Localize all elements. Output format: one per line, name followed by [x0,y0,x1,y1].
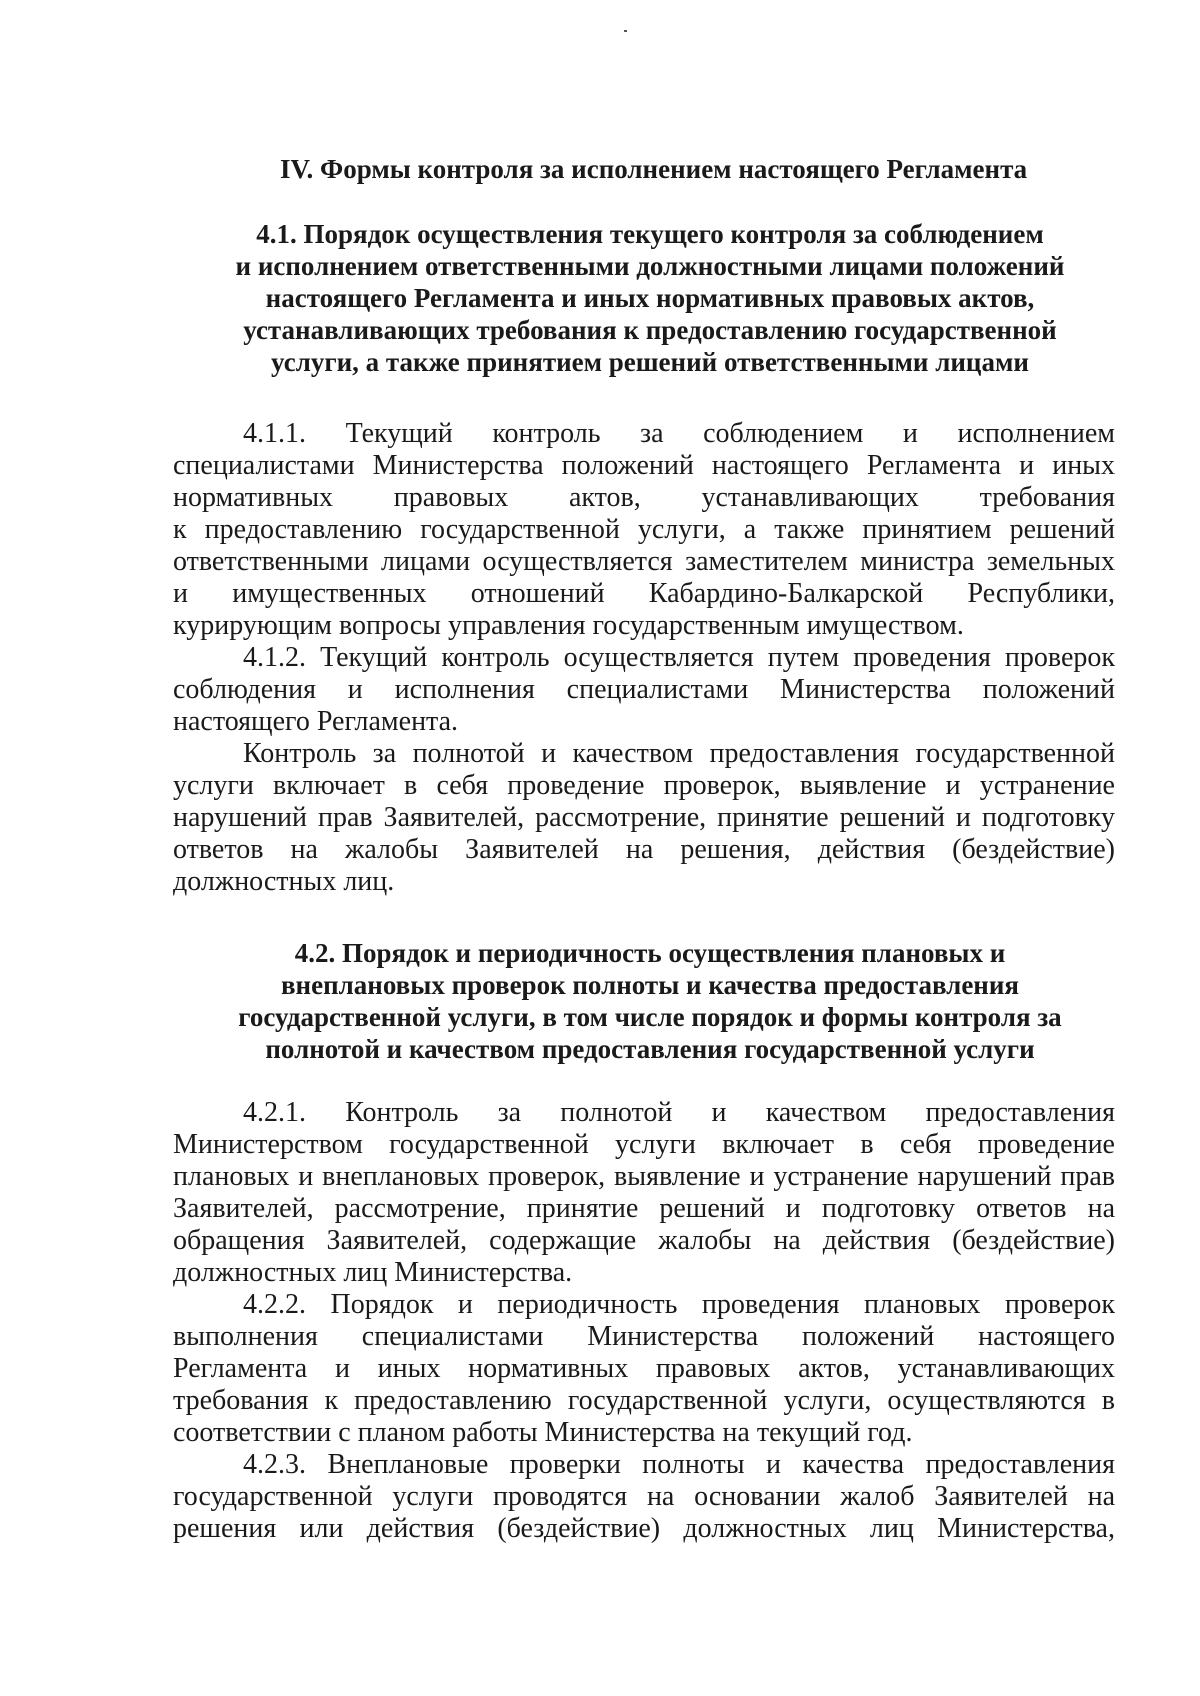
paragraph-4-1-2-line: настоящего Регламента. [173,706,459,737]
chapter-title: IV. Формы контроля за исполнением настоящего Регламента [280,154,1028,184]
paragraph-control-line: нарушений прав Заявителей, рассмотрение, принятие решений и подготовку [173,802,1115,833]
section-4-1-heading [190,218,1110,378]
paragraph-4-2-1-line: плановых и внеплановых проверок, выявление и устранение нарушений прав [173,1161,1115,1192]
heading-line: внеплановых проверок полноты и качества предоставления [280,970,1020,1000]
paragraph-control-line: ответов на жалобы Заявителей на решения, действия (бездействие) [173,834,1115,865]
section-4-2-body [173,1097,1115,1545]
paragraph-control-line: Контроль за полнотой и качеством предоставления государственной [243,738,1115,769]
scan-speck [624,30,627,32]
paragraph-4-1-1-line: к предоставлению государственной услуги, а также принятием решений [173,514,1115,545]
paragraph-4-2-1-line: Заявителей, рассмотрение, принятие решений и подготовку ответов на [173,1193,1115,1224]
paragraph-4-2-2-line: соответствии с планом работы Министерства на текущий год. [173,1417,913,1448]
paragraph-4-1-1-line: специалистами Министерства положений настоящего Регламента и иных [173,450,1115,481]
paragraph-4-1-2-line: 4.1.2. Текущий контроль осуществляется путем проведения проверок [243,642,1115,673]
paragraph-4-2-1-line: должностных лиц Министерства. [173,1257,573,1288]
heading-line: и исполнением ответственными должностными лицами положений [235,251,1065,281]
paragraph-4-1-1-line: курирующим вопросы управления государственным имуществом. [173,610,964,641]
heading-line: государственной услуги, в том числе порядок и формы контроля за [238,1002,1062,1032]
paragraph-4-2-2-line: требования к предоставлению государственной услуги, осуществляются в [173,1385,1115,1416]
paragraph-4-1-2-line: соблюдения и исполнения специалистами Министерства положений [173,674,1115,705]
heading-line: устанавливающих требования к предоставлению государственной [243,315,1057,345]
paragraph-4-2-1-line: обращения Заявителей, содержащие жалобы на действия (бездействие) [173,1225,1115,1256]
heading-line: 4.2. Порядок и периодичность осуществления плановых и [294,938,1006,968]
heading-line: 4.1. Порядок осуществления текущего контроля за соблюдением [256,219,1044,249]
paragraph-4-1-1-line: ответственными лицами осуществляется заместителем министра земельных [173,546,1115,577]
section-4-1-body [173,418,1115,898]
section-4-2-heading [190,937,1110,1065]
paragraph-4-1-1-line: и имущественных отношений Кабардино-Балкарской Республики, [173,578,1115,609]
heading-line: настоящего Регламента и иных нормативных правовых актов, [265,283,1035,313]
paragraph-4-1-1-line: нормативных правовых актов, устанавливающих требования [173,482,1115,513]
paragraph-4-2-3-line: государственной услуги проводятся на основании жалоб Заявителей на [173,1481,1115,1512]
paragraph-control-line: услуги включает в себя проведение проверок, выявление и устранение [173,770,1115,801]
paragraph-4-2-2-line: выполнения специалистами Министерства положений настоящего [173,1321,1115,1352]
paragraph-4-1-1-line: 4.1.1. Текущий контроль за соблюдением и исполнением [243,418,1115,449]
paragraph-4-2-3-line: решения или действия (бездействие) должностных лиц Министерства, [173,1513,1115,1544]
paragraph-4-2-2-line: 4.2.2. Порядок и периодичность проведения плановых проверок [243,1289,1115,1320]
paragraph-4-2-1-line: 4.2.1. Контроль за полнотой и качеством предоставления [243,1097,1115,1128]
heading-line: услуги, а также принятием решений ответственными лицами [271,347,1029,377]
heading-line: полнотой и качеством предоставления государственной услуги [265,1034,1035,1064]
paragraph-control-line: должностных лиц. [173,866,395,897]
paragraph-4-2-3-line: 4.2.3. Внеплановые проверки полноты и качества предоставления [243,1449,1115,1480]
paragraph-4-2-2-line: Регламента и иных нормативных правовых актов, устанавливающих [173,1353,1115,1384]
paragraph-4-2-1-line: Министерством государственной услуги включает в себя проведение [173,1129,1115,1160]
